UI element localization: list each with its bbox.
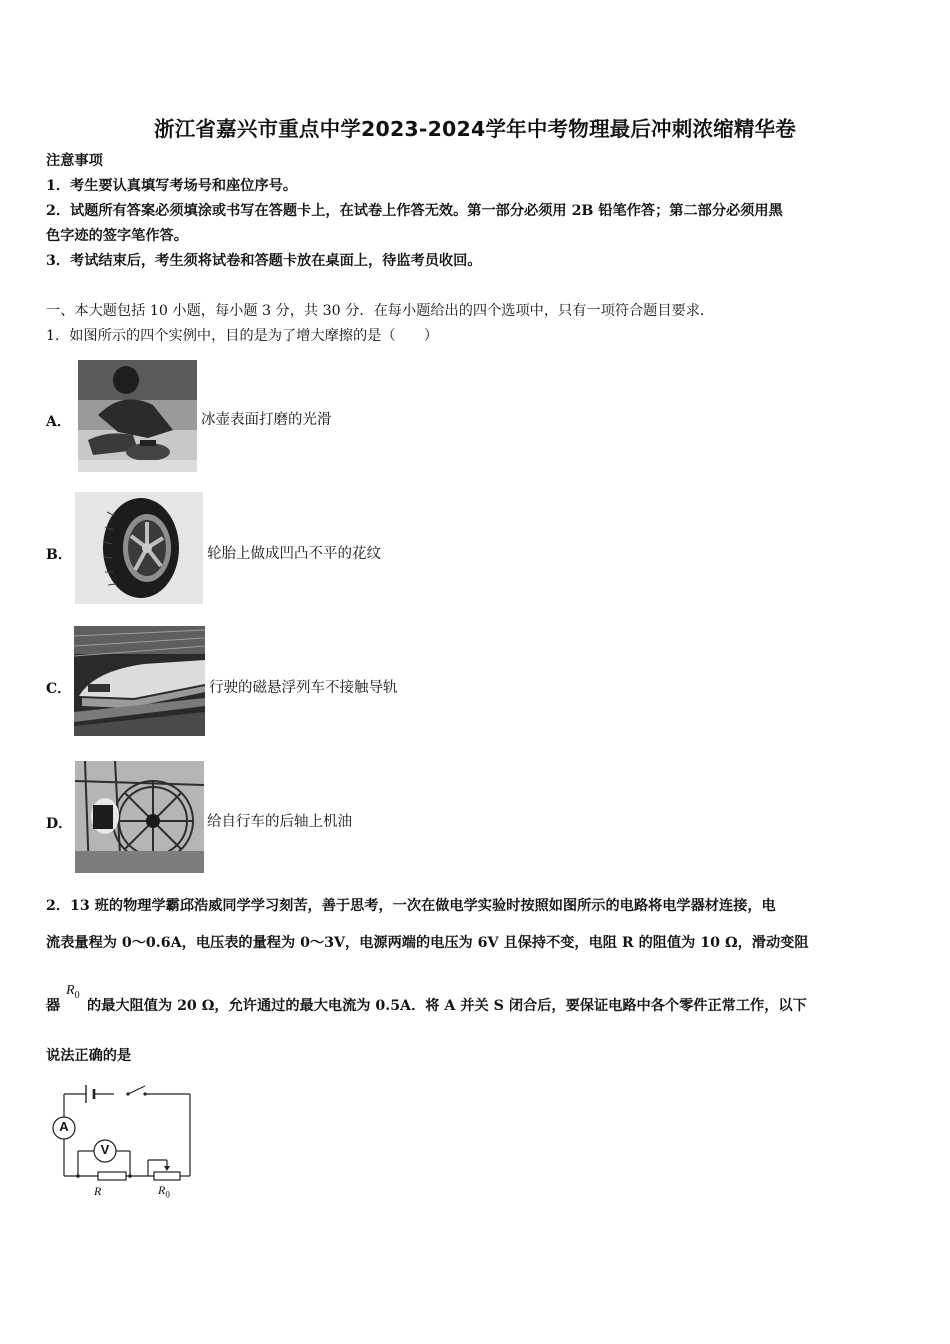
question-2-line-1: 2．13 班的物理学霸邱浩威同学学习刻苦，善于思考，一次在做电学实验时按照如图所示的电路将电学器材连接，电 — [46, 898, 776, 914]
tire-photo — [75, 492, 203, 604]
notice-item-3: 3．考试结束后，考生须将试卷和答题卡放在桌面上，待监考员收回。 — [46, 253, 482, 269]
notice-item-2-line-1: 2．试题所有答案必须填涂或书写在答题卡上，在试卷上作答无效。第一部分必须用 2B 铅笔作答；第二部分必须用黑 — [46, 203, 783, 219]
exam-title: 浙江省嘉兴市重点中学2023-2024学年中考物理最后冲刺浓缩精华卷 — [154, 117, 796, 141]
question-1-stem: 1．如图所示的四个实例中，目的是为了增大摩擦的是（ ） — [46, 328, 439, 344]
ammeter-label: A — [59, 1119, 69, 1134]
rheostat-label: $R_0$ — [158, 1183, 170, 1200]
option-d-letter: D． — [46, 816, 73, 832]
option-a-text: 冰壶表面打磨的光滑 — [201, 412, 332, 428]
maglev-train-photo — [74, 626, 205, 736]
option-c-text: 行驶的磁悬浮列车不接触导轨 — [209, 680, 398, 696]
voltmeter-label: V — [100, 1142, 110, 1157]
r0-symbol: $R_0$ — [66, 983, 80, 1001]
option-a-letter: A． — [46, 414, 71, 430]
question-2-line-3: 的最大阻值为 20 Ω，允许通过的最大电流为 0.5A．将 A 并关 S 闭合后，要保证电路中各个零件正常工作，以下 — [87, 998, 807, 1014]
question-2-line-2: 流表量程为 0～0.6A，电压表的量程为 0～3V，电源两端的电压为 6V 且保持不变，电阻 R 的阻值为 10 Ω，滑动变阻 — [46, 935, 809, 951]
curling-photo — [78, 360, 197, 472]
resistor-label: R — [94, 1184, 102, 1198]
section-heading: 一、本大题包括 10 小题，每小题 3 分，共 30 分．在每小题给出的四个选项中，只有一项符合题目要求． — [46, 303, 715, 319]
option-b-text: 轮胎上做成凹凸不平的花纹 — [207, 546, 381, 562]
circuit-diagram — [44, 1080, 204, 1205]
bicycle-oil-photo — [75, 761, 204, 873]
question-2-line-3-prefix: 器 — [46, 998, 61, 1014]
option-c-letter: C． — [46, 681, 72, 697]
option-d-text: 给自行车的后轴上机油 — [207, 814, 352, 830]
question-2-line-4: 说法正确的是 — [46, 1048, 132, 1064]
notice-item-1: 1．考生要认真填写考场号和座位序号。 — [46, 178, 298, 194]
notice-heading: 注意事项 — [46, 153, 103, 169]
option-b-letter: B． — [46, 547, 72, 563]
notice-item-2-line-2: 色字迹的签字笔作答。 — [46, 228, 188, 244]
